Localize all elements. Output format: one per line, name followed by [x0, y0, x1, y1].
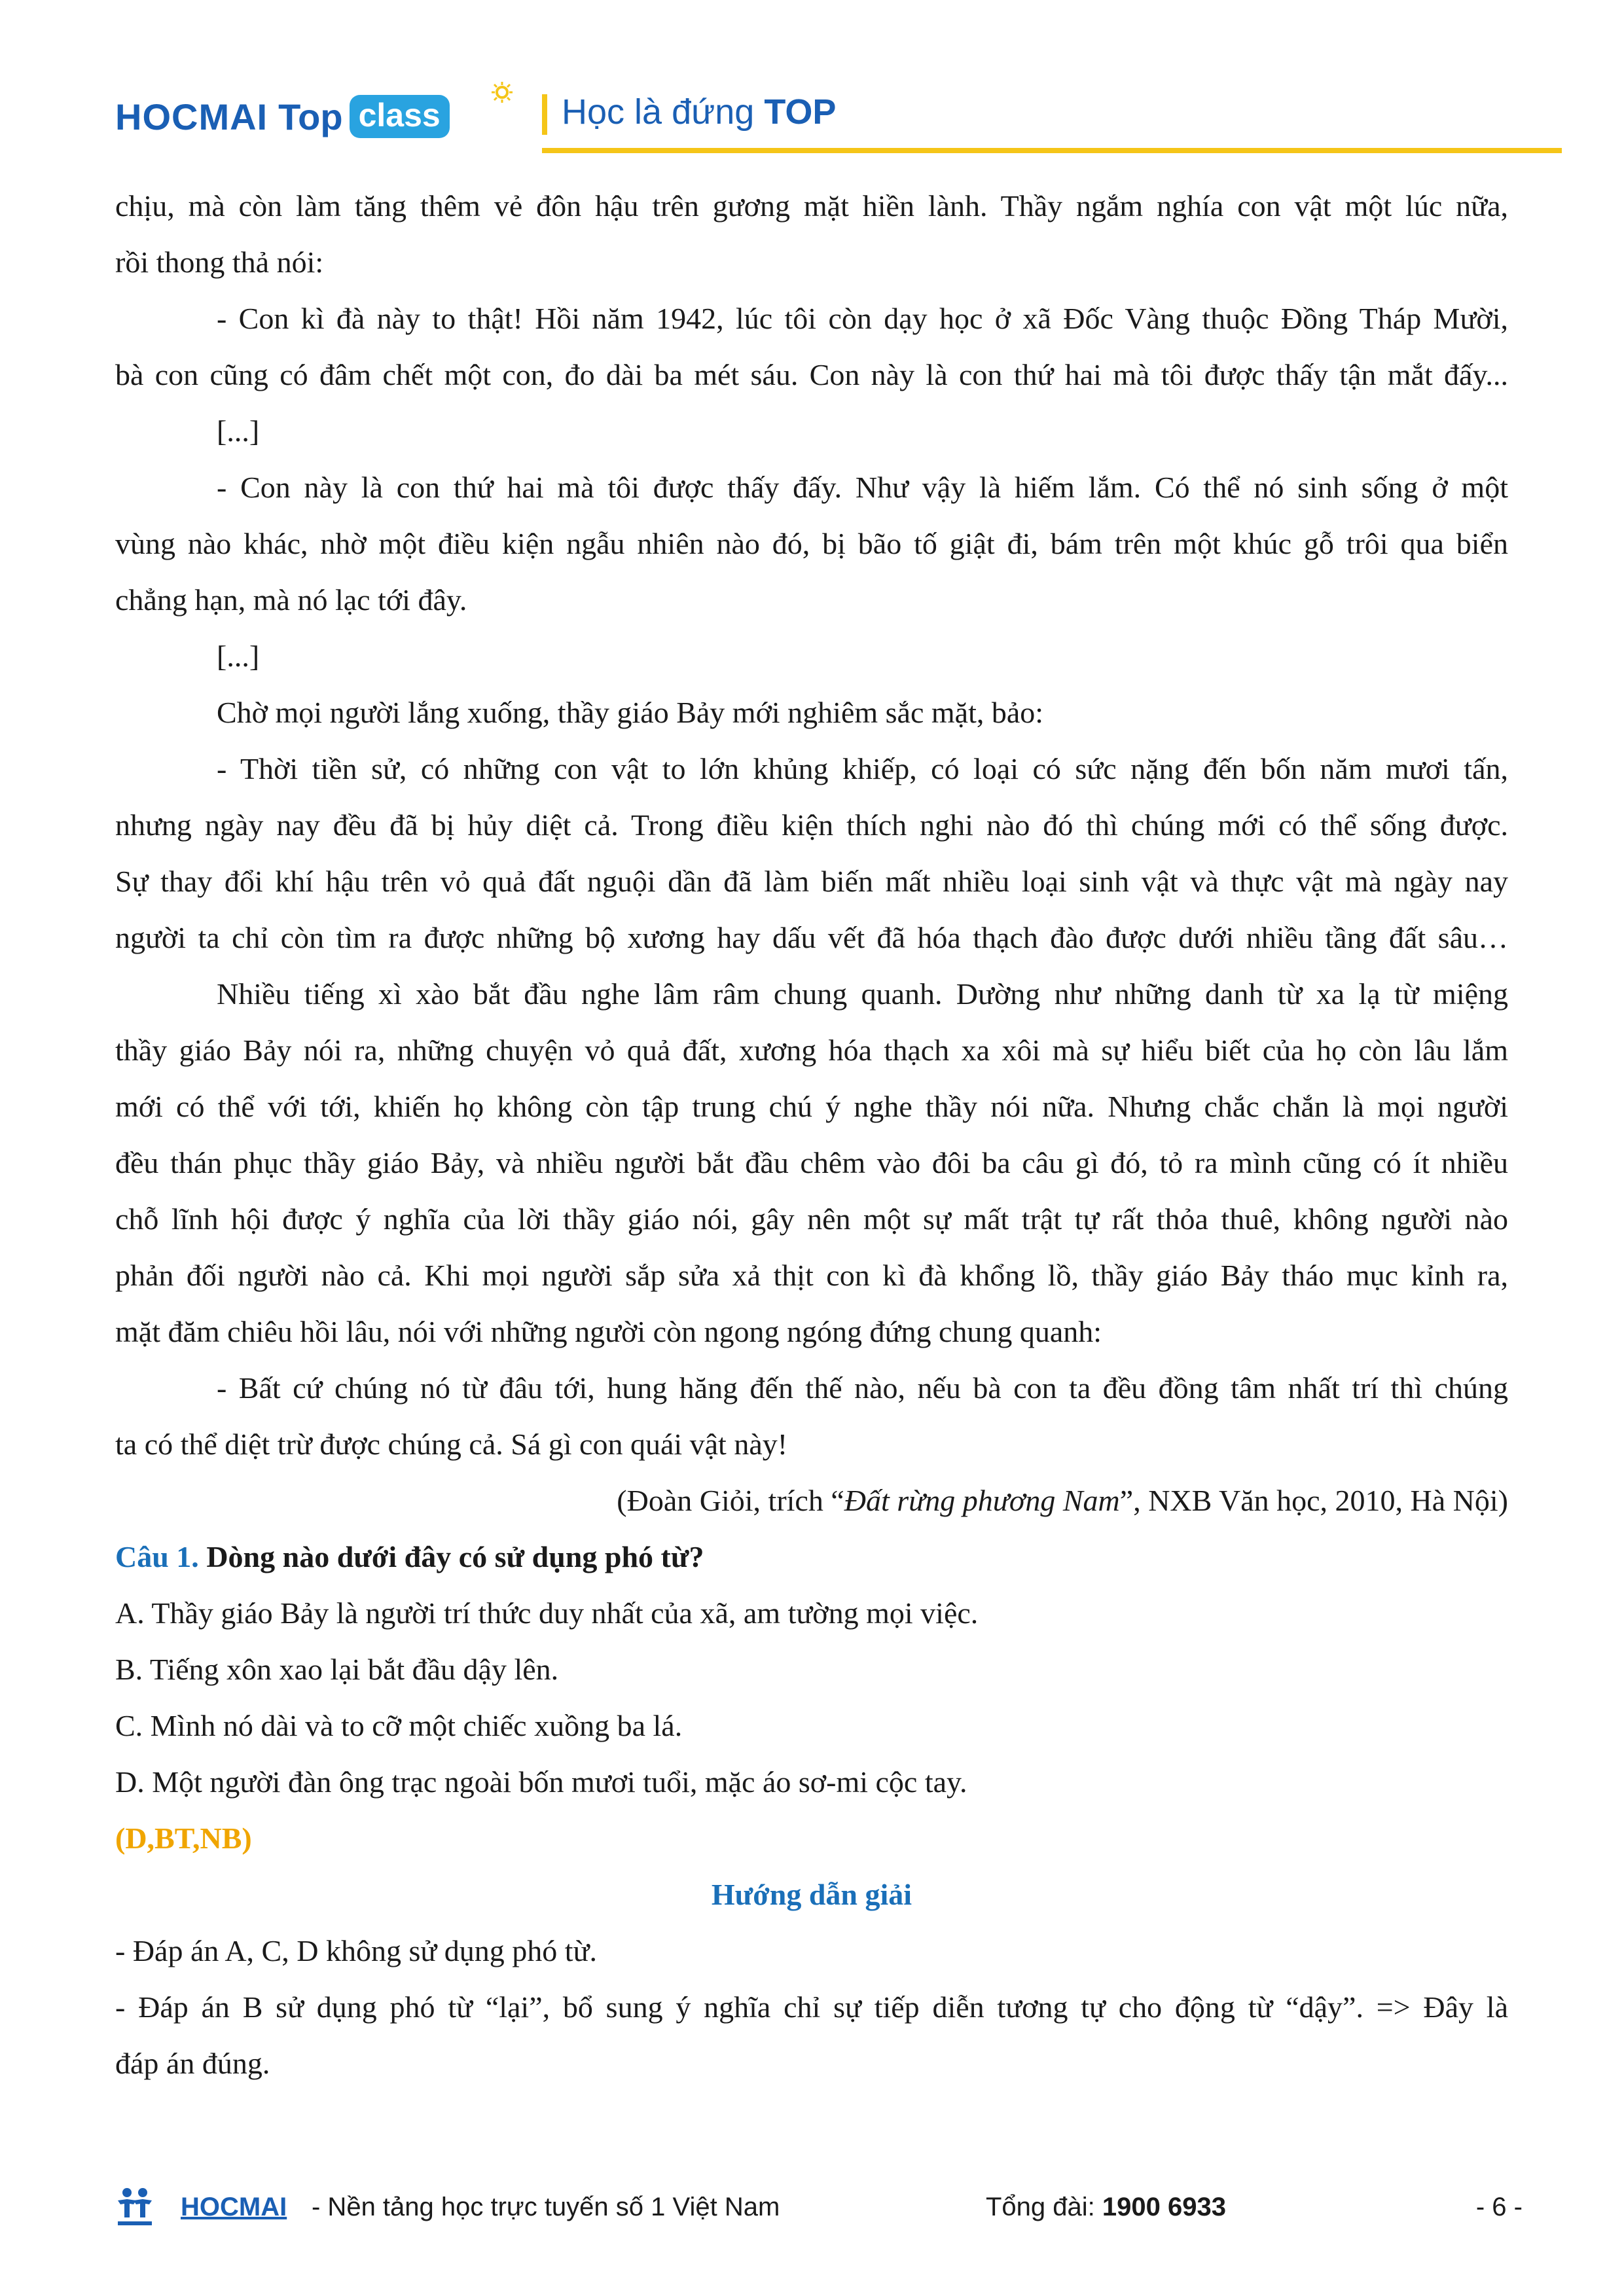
- passage-line: Sự thay đổi khí hậu trên vỏ quả đất nguội dần đã làm biến mất nhiều loại sinh vật và thực vật mà ngày nay: [115, 865, 1508, 898]
- passage-line: chỗ lĩnh hội được ý nghĩa của lời thầy giáo nói, gây nên một sự mất trật tự rất thỏa thuê, không người nào: [115, 1202, 1508, 1236]
- passage-line: rồi thong thả nói:: [115, 245, 324, 279]
- passage-line: mặt đăm chiêu hồi lâu, nói với những người còn ngong ngóng đứng chung quanh:: [115, 1315, 1102, 1348]
- hocmai-people-icon: [115, 2186, 154, 2228]
- tagline-divider: [542, 94, 547, 135]
- passage-line: Chờ mọi người lắng xuống, thầy giáo Bảy mới nghiêm sắc mặt, bảo:: [217, 696, 1044, 729]
- passage-line: đều thán phục thầy giáo Bảy, và nhiều người bắt đầu chêm vào đôi ba câu gì đó, tỏ ra mình cũng có ít nhiều: [115, 1146, 1508, 1179]
- answer-option-c: C. Mình nó dài và to cỡ một chiếc xuồng ba lá.: [115, 1709, 683, 1742]
- solution-title: Hướng dẫn giải: [711, 1878, 912, 1911]
- hocmai-topclass-logo: [115, 90, 450, 143]
- page-number: - 6 -: [1475, 2193, 1523, 2221]
- question-label: Câu 1.: [115, 1540, 199, 1573]
- passage-line: ta có thể diệt trừ được chúng cả. Sá gì con quái vật này!: [115, 1427, 788, 1461]
- page-header: [115, 77, 1562, 157]
- logo-top-text: Top: [278, 96, 343, 137]
- passage-line: vùng nào khác, nhờ một điều kiện ngẫu nhiên nào đó, bị bão tố giật đi, bám trên một khúc gỗ trôi qua biển: [115, 527, 1508, 560]
- passage-line: - Bất cứ chúng nó từ đâu tới, hung hăng đến thế nào, nếu bà con ta đều đồng tâm nhất trí thì chúng: [217, 1371, 1508, 1405]
- passage-line: [...]: [217, 639, 260, 673]
- phone-label: Tổng đài:: [986, 2193, 1102, 2221]
- answer-option-a: A. Thầy giáo Bảy là người trí thức duy nhất của xã, am tường mọi việc.: [115, 1596, 979, 1630]
- phone-number: 1900 6933: [1102, 2193, 1226, 2221]
- footer-phone: [986, 2193, 1226, 2222]
- solution-line: đáp án đúng.: [115, 2047, 270, 2080]
- tagline-prefix: Học là đứng: [562, 92, 765, 132]
- passage-line: Nhiều tiếng xì xào bắt đầu nghe lâm râm chung quanh. Dường như những danh từ xa lạ từ miệng: [217, 977, 1508, 1011]
- passage-line: phản đối người nào cả. Khi mọi người sắp sửa xả thịt con kì đà khổng lồ, thầy giáo Bảy tháo mục kỉnh ra,: [115, 1259, 1508, 1292]
- answer-option-b: B. Tiếng xôn xao lại bắt đầu dậy lên.: [115, 1653, 559, 1686]
- passage-line: [...]: [217, 414, 260, 448]
- source-prefix: (Đoàn Giỏi, trích “: [617, 1484, 844, 1517]
- question-heading: [115, 1539, 704, 1574]
- passage-line: người ta chỉ còn tìm ra được những bộ xương hay dấu vết đã hóa thạch đào được dưới nhiều tầng đất sâu…: [115, 921, 1508, 954]
- passage-line: chẳng hạn, mà nó lạc tới đây.: [115, 583, 467, 617]
- passage-line: thầy giáo Bảy nói ra, những chuyện vỏ quả đất, xương hóa thạch xa xôi mà sự hiểu biết của họ còn lâu lắm: [115, 1033, 1508, 1067]
- page-footer: [115, 2186, 1523, 2232]
- passage-source: [115, 1483, 1508, 1518]
- passage-line: nhưng ngày nay đều đã bị hủy diệt cả. Trong điều kiện thích nghi nào đó thì chúng mới có thể sống được.: [115, 808, 1508, 842]
- source-suffix: ”, NXB Văn học, 2010, Hà Nội): [1119, 1484, 1508, 1517]
- passage-line: - Thời tiền sử, có những con vật to lớn khủng khiếp, có loại có sức nặng đến bốn năm mươi tấn,: [217, 752, 1508, 785]
- solution-line: - Đáp án B sử dụng phó từ “lại”, bổ sung ý nghĩa chỉ sự tiếp diễn tương tự cho động từ “dậy”. => Đây là: [115, 1990, 1508, 2024]
- sun-icon: [491, 81, 513, 103]
- footer-description: - Nền tảng học trực tuyến số 1 Việt Nam: [312, 2193, 780, 2221]
- passage-line: mới có thể với tới, khiến họ không còn tập trung chú ý nghe thầy nói nữa. Nhưng chắc chắn là mọi người: [115, 1090, 1508, 1123]
- source-title: Đất rừng phương Nam: [844, 1484, 1120, 1517]
- header-rule: [542, 148, 1562, 153]
- tagline-strong: TOP: [764, 92, 837, 132]
- question-tag: (D,BT,NB): [115, 1821, 252, 1855]
- passage-line: - Con này là con thứ hai mà tôi được thấy đấy. Như vậy là hiếm lắm. Có thể nó sinh sống ở một: [217, 471, 1508, 504]
- header-tagline: [562, 92, 836, 132]
- solution-line: - Đáp án A, C, D không sử dụng phó từ.: [115, 1934, 597, 1967]
- logo-class-badge: class: [350, 95, 450, 138]
- answer-option-d: D. Một người đàn ông trạc ngoài bốn mươi tuổi, mặc áo sơ-mi cộc tay.: [115, 1765, 967, 1799]
- question-text: Dòng nào dưới đây có sử dụng phó từ?: [206, 1540, 704, 1573]
- passage-line: bà con cũng có đâm chết một con, đo dài ba mét sáu. Con này là con thứ hai mà tôi được thấy tận mắt đấy...: [115, 358, 1508, 391]
- logo-hocmai-text: HOCMAI: [115, 96, 268, 137]
- passage-line: - Con kì đà này to thật! Hồi năm 1942, lúc tôi còn dạy học ở xã Đốc Vàng thuộc Đồng Tháp Mười,: [217, 302, 1508, 335]
- passage-line: chịu, mà còn làm tăng thêm vẻ đôn hậu trên gương mặt hiền lành. Thầy ngắm nghía con vật một lúc nữa,: [115, 189, 1508, 223]
- footer-brand-link[interactable]: HOCMAI: [181, 2193, 287, 2221]
